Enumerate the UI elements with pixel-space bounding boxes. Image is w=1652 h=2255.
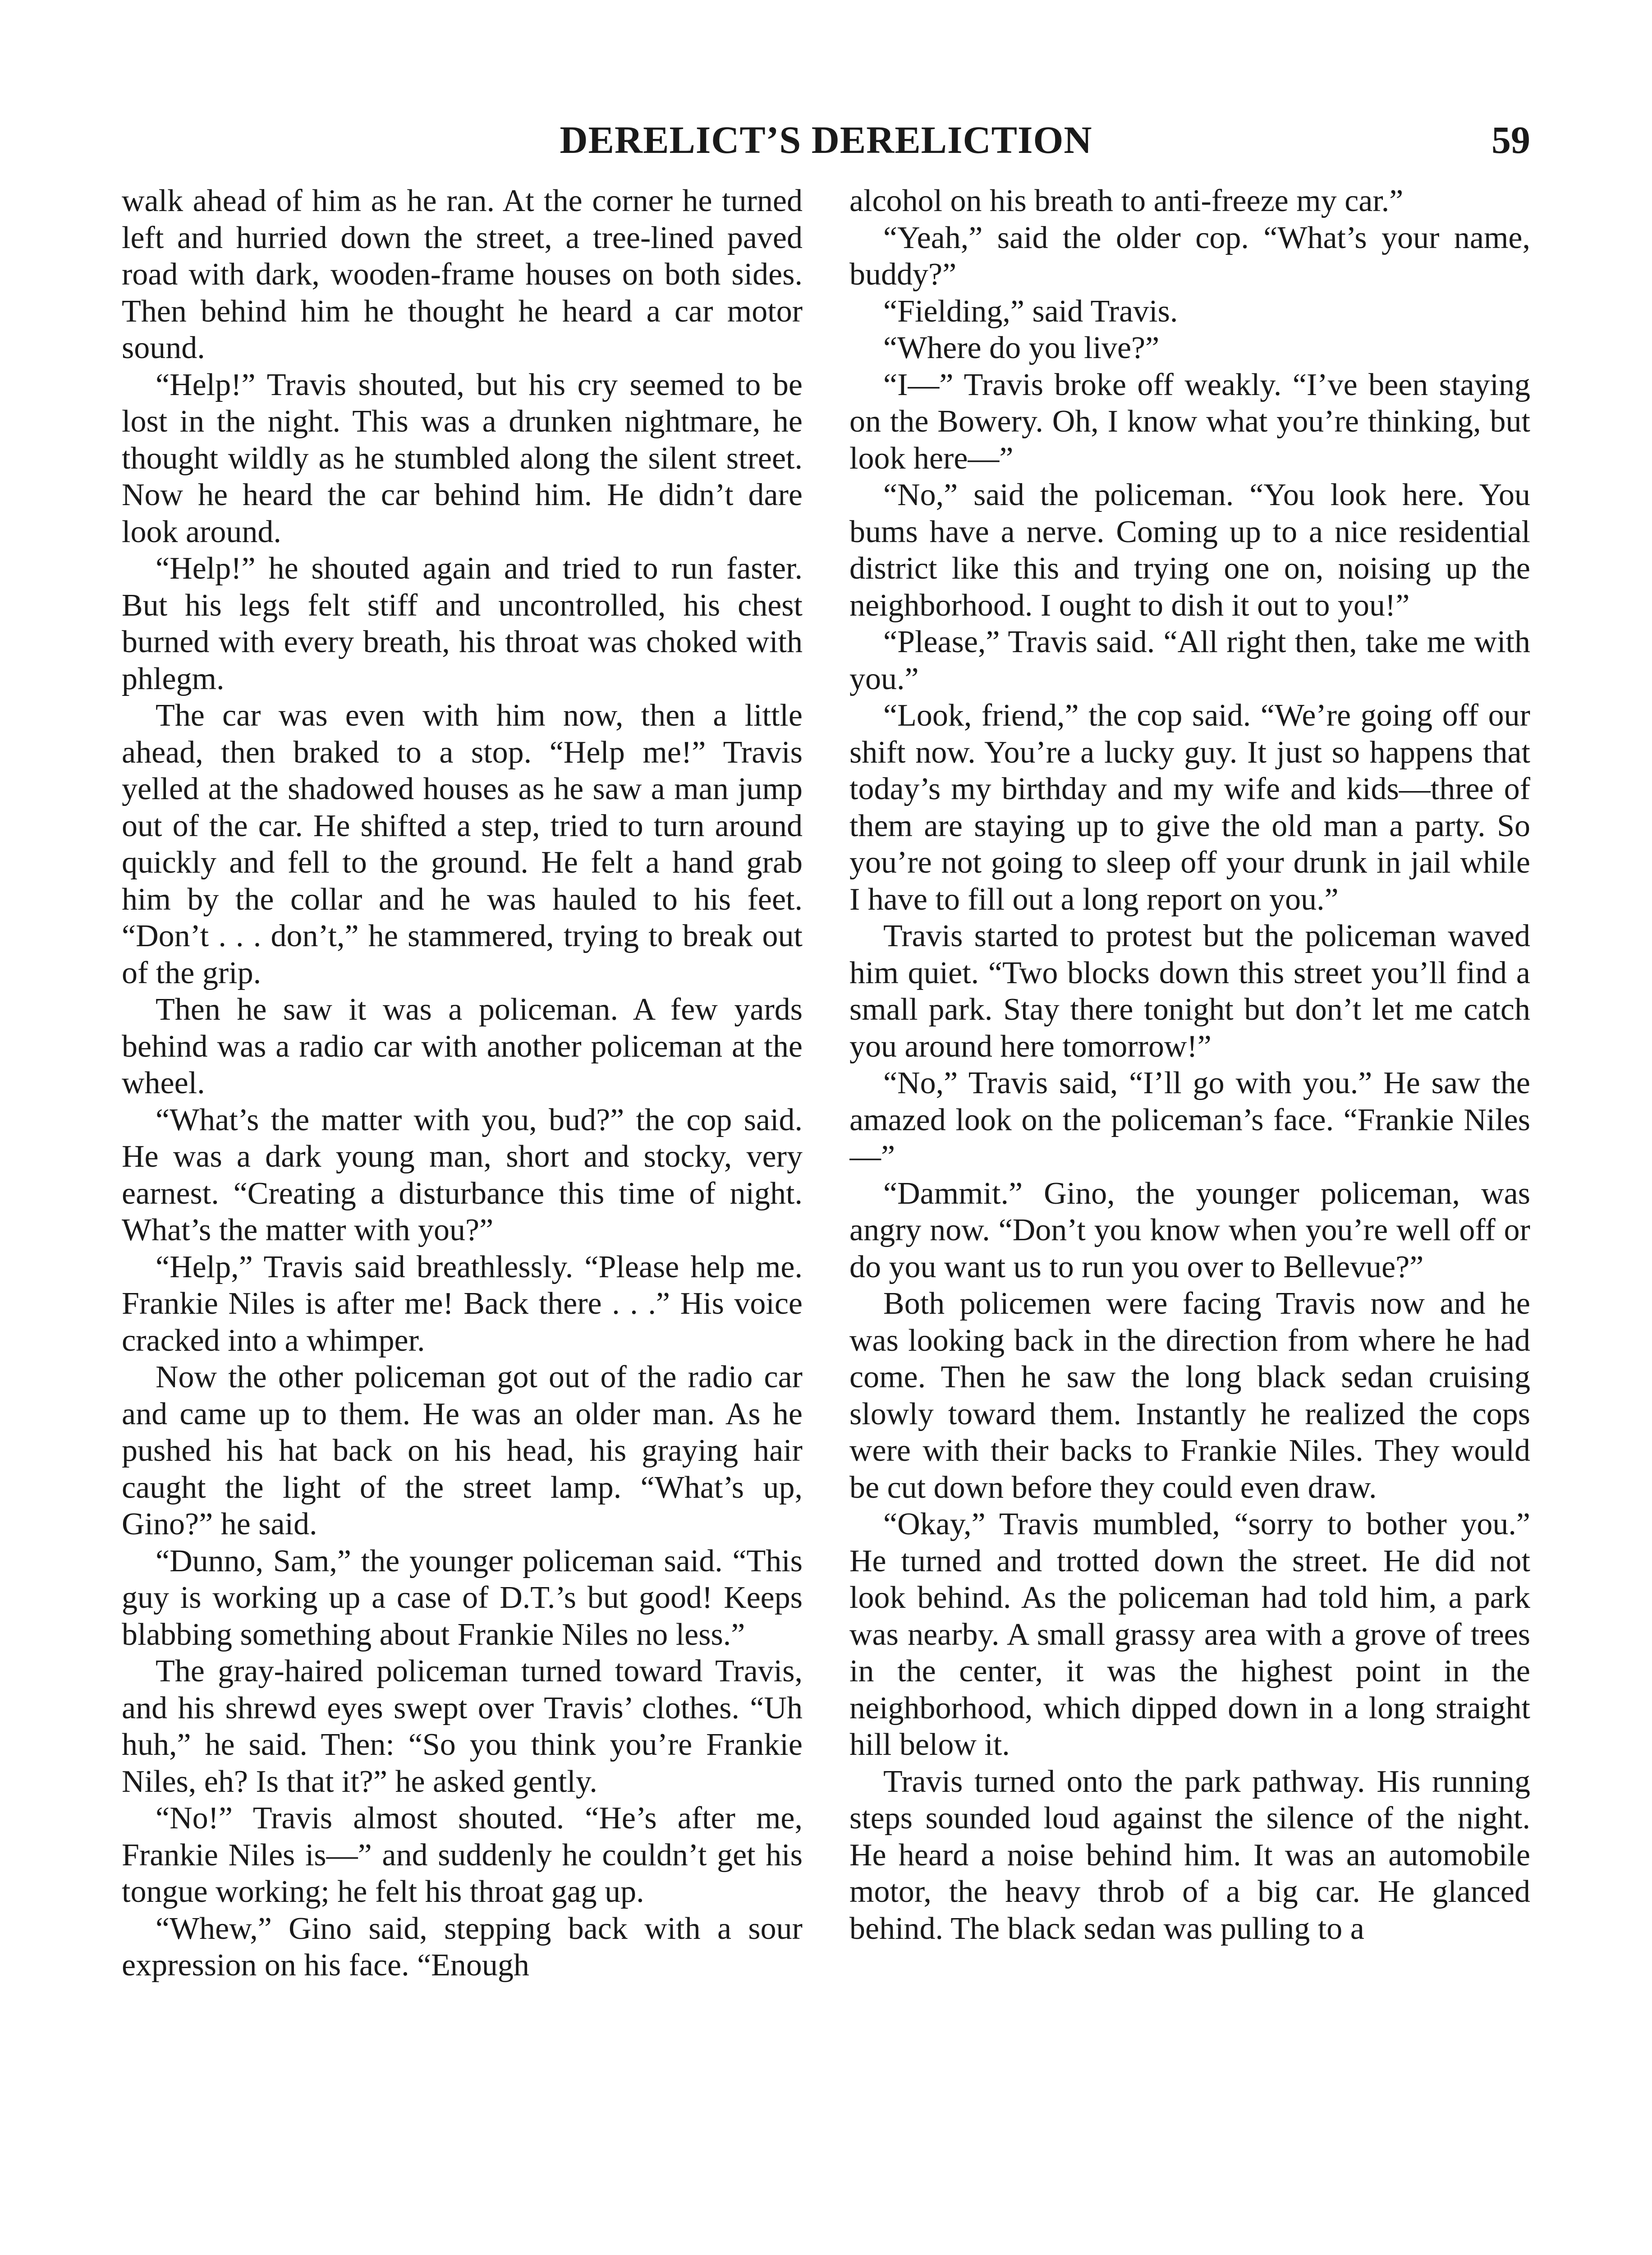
paragraph: “No,” said the policeman. “You look here. You bums have a nerve. Coming up to a nice residential district like this and trying one on, noising up the neighborhood. I ought to dish it out to you!” [849, 478, 1530, 623]
paragraph: The gray-haired policeman turned toward Travis, and his shrewd eyes swept over Travis’ clothes. “Uh huh,” he said. Then: “So you think you’re Frankie Niles, eh? Is that it?” he asked gently. [122, 1654, 803, 1799]
paragraph: Travis turned onto the park pathway. His running steps sounded loud against the silence of the night. He heard a noise behind him. It was an automobile motor, the heavy throb of a big car. He glanced behind. The black sedan was pulling to a [849, 1764, 1530, 1946]
paragraph: “No!” Travis almost shouted. “He’s after me, Frankie Niles is—” and suddenly he couldn’t get his tongue working; he felt his throat gag up. [122, 1801, 803, 1909]
paragraph: “No,” Travis said, “I’ll go with you.” He saw the amazed look on the policeman’s face. “Frankie Niles—” [849, 1066, 1530, 1174]
paragraph: “Help!” he shouted again and tried to run faster. But his legs felt stiff and uncontrolled, his chest burned with every breath, his throat was choked with phlegm. [122, 551, 803, 696]
paragraph: alcohol on his breath to anti-freeze my car.” [849, 184, 1404, 218]
page-number: 59 [1491, 118, 1530, 161]
paragraph: “What’s the matter with you, bud?” the cop said. He was a dark young man, short and stocky, very earnest. “Creating a disturbance this time of night. What’s the matter with you?” [122, 1102, 803, 1247]
paragraph: “Dunno, Sam,” the younger policeman said. “This guy is working up a case of D.T.’s but good! Keeps blabbing something about Frankie Niles no less.” [122, 1543, 803, 1652]
paragraph: Now the other policeman got out of the radio car and came up to them. He was an older man. As he pushed his hat back on his head, his graying hair caught the light of the street lamp. “What’s up, Gino?” he said. [122, 1360, 803, 1542]
paragraph: “Okay,” Travis mumbled, “sorry to bother you.” He turned and trotted down the street. He did not look behind. As the policeman had told him, a park was nearby. A small grassy area with a grove of trees in the center, it was the highest point in the neighborhood, which dipped down in a long straight hill below it. [849, 1507, 1530, 1762]
paragraph: walk ahead of him as he ran. At the corner he turned left and hurried down the street, a tree-lined paved road with dark, wooden-frame houses on both sides. Then behind him he thought he heard a car motor sound. [122, 184, 803, 365]
paragraph: “Help,” Travis said breathlessly. “Please help me. Frankie Niles is after me! Back there . . .” His voice cracked into a whimper. [122, 1249, 803, 1358]
paragraph: Both policemen were facing Travis now and he was looking back in the direction from where he had come. Then he saw the long black sedan cruising slowly toward them. Instantly he realized the cops were with their backs to Frankie Niles. They would be cut down before they could even draw. [849, 1286, 1530, 1505]
paragraph: “Please,” Travis said. “All right then, take me with you.” [849, 625, 1530, 696]
paragraph: “Where do you live?” [883, 331, 1160, 365]
paragraph: Then he saw it was a policeman. A few yards behind was a radio car with another policeman at the wheel. [122, 992, 803, 1100]
paragraph: “Whew,” Gino said, stepping back with a sour expression on his face. “Enough [122, 1911, 803, 1983]
paragraph: The car was even with him now, then a little ahead, then braked to a stop. “Help me!” Travis yelled at the shadowed houses as he saw a man jump out of the car. He shifted a step, tried to turn around quickly and fell to the ground. He felt a hand grab him by the collar and he was hauled to his feet. “Don’t . . . don’t,” he stammered, trying to break out of the grip. [122, 698, 803, 990]
paragraph: “Look, friend,” the cop said. “We’re going off our shift now. You’re a lucky guy. It just so happens that today’s my birthday and my wife and kids—three of them are staying up to give the old man a party. So you’re not going to sleep off your drunk in jail while I have to fill out a long report on you.” [849, 698, 1530, 917]
paragraph: “Help!” Travis shouted, but his cry seemed to be lost in the night. This was a drunken nightmare, he thought wildly as he stumbled along the silent street. Now he heard the car behind him. He didn’t dare look around. [122, 367, 803, 549]
paragraph: “Yeah,” said the older cop. “What’s your name, buddy?” [849, 220, 1530, 292]
running-title: DERELICT’S DERELICTION [560, 118, 1092, 161]
text-column-right [849, 183, 1530, 2255]
paragraph: “Fielding,” said Travis. [883, 294, 1178, 329]
paragraph: “Dammit.” Gino, the younger policeman, was angry now. “Don’t you know when you’re well off or do you want us to run you over to Bellevue?” [849, 1176, 1530, 1284]
running-header [122, 115, 1530, 165]
text-column-left [122, 183, 803, 2255]
paragraph: Travis started to protest but the policeman waved him quiet. “Two blocks down this street you’ll find a small park. Stay there tonight but don’t let me catch you around here tomorrow!” [849, 919, 1530, 1064]
paragraph: “I—” Travis broke off weakly. “I’ve been staying on the Bowery. Oh, I know what you’re thinking, but look here—” [849, 367, 1530, 476]
